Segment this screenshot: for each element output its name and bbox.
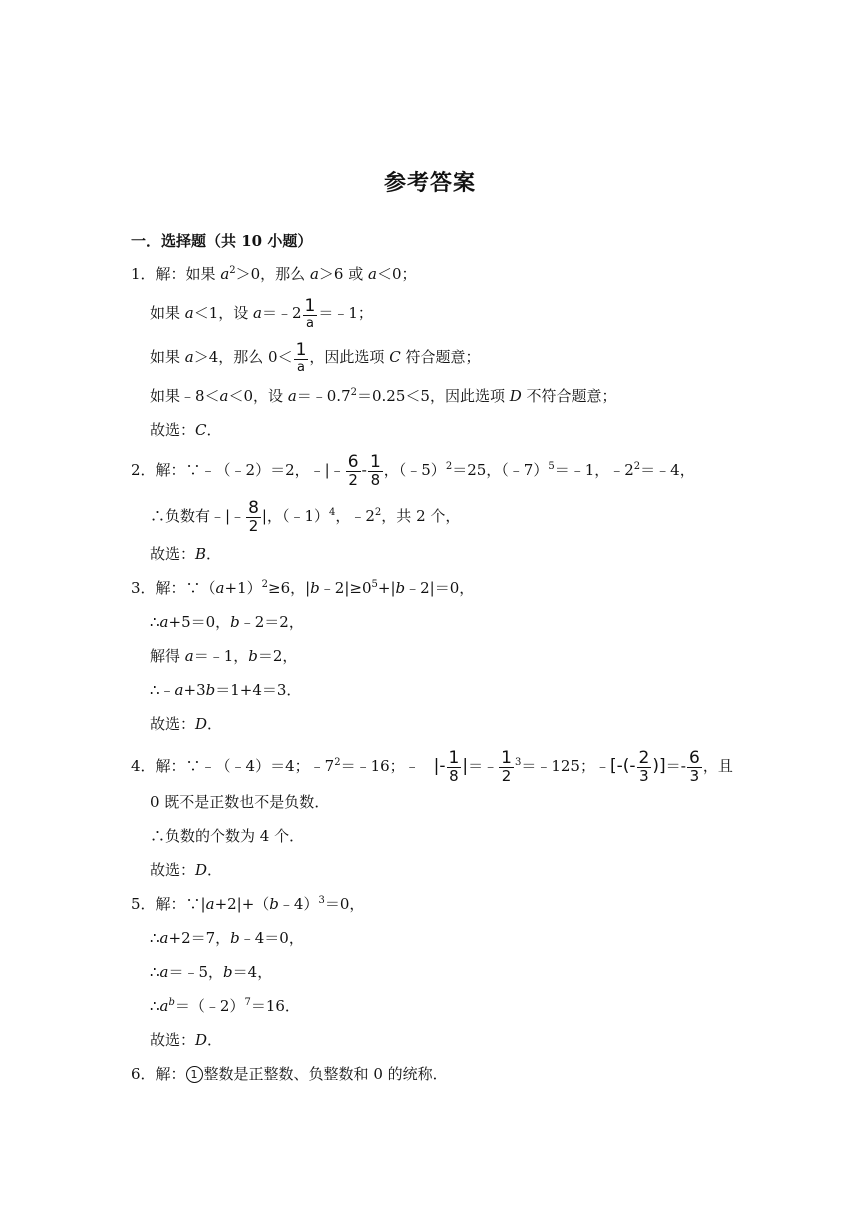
- q4-line-1: 4．解：∵﹣（﹣4）＝4；$﹣7^2=﹣16$；﹣ |- $\frac{1}{8}$ |＝﹣ $\frac{1}{2}$ $^3$＝﹣125；﹣[-(- $\frac{2}{3}$ )]＝- $\frac{6}{3}$ ，且: [131, 748, 733, 785]
- q6-line-1: 6．解： 1 整数是正整数、负整数和 0 的统称．: [131, 1065, 448, 1083]
- q5-line-1: 5．解：∵|a+2|+（b﹣4）$^3$＝0，: [131, 895, 365, 913]
- fraction: $\frac{2}{3}$: [638, 748, 650, 785]
- q5-line-3: ∴a＝﹣5，b＝4，: [150, 963, 273, 981]
- q4-line-3: ∴负数的个数为 4 个．: [150, 827, 305, 845]
- fraction: $\frac{1}{2}$: [501, 748, 512, 785]
- q3-line-1: 3．解：$\because(a+1)^2\ge 6$，$|b﹣2|\ge 0^5+|b﹣2|=0$，: [131, 579, 475, 597]
- q3-line-2: ∴a+5＝0，b﹣2＝2，: [150, 613, 304, 631]
- q1-line-1: 1．解：如果 $a^2>0$，那么 a＞6 或 a＜0；: [131, 265, 417, 283]
- q5-line-4: $\therefore a^b=(﹣2)^7=16$．: [150, 997, 300, 1015]
- fraction: $\frac{6}{3}$: [689, 748, 700, 785]
- page-title: 参考答案: [383, 170, 476, 196]
- fraction: $\frac{1}{8}$: [369, 452, 381, 489]
- fraction: $\frac{1}{8}$: [448, 748, 460, 785]
- q4-line-2: 0 既不是正数也不是负数．: [150, 793, 330, 811]
- q2-answer: 故选：B．: [150, 545, 222, 563]
- section-heading: 一．选择题（共 10 小题）: [131, 232, 313, 250]
- q1-line-2: 如果 a＜1，设 a＝﹣2 $\frac{1}{a}$ ＝﹣1；: [150, 296, 373, 331]
- fraction: $\frac{8}{2}$: [248, 498, 259, 535]
- fraction: $\frac{6}{2}$: [347, 452, 359, 489]
- q5-line-2: ∴a+2＝7，b﹣4＝0，: [150, 929, 304, 947]
- q5-answer: 故选：D．: [150, 1031, 223, 1049]
- q3-line-3: 解得 a＝﹣1，b＝2，: [150, 647, 298, 665]
- q3-line-4: ∴﹣a+3b＝1+4＝3．: [150, 681, 302, 699]
- circled-number: 1: [186, 1066, 203, 1083]
- q1-line-4: 如果﹣8＜a＜0，设 $a=﹣0.7^2=0.25<5$，因此选项 D 不符合题意；: [150, 387, 617, 405]
- fraction: $\frac{1}{a}$: [295, 340, 307, 375]
- q4-answer: 故选：D．: [150, 861, 223, 879]
- q2-line-2: ∴负数有﹣|﹣ $\frac{8}{2}$ |，（﹣1）$^4$，$﹣2^2$，共 2 个，: [150, 498, 461, 535]
- fraction: $\frac{1}{a}$: [304, 296, 316, 331]
- q2-line-1: 2．解：∵﹣（﹣2）＝2，﹣|﹣ $\frac{6}{2}$ - $\frac{1}{8}$ ，（﹣5）$^2$＝25，（﹣7）$^5$＝﹣1，$﹣2^2=﹣4$，: [131, 452, 695, 489]
- q1-answer: 故选：C．: [150, 421, 222, 439]
- q1-line-3: 如果 a＞4，那么 0＜ $\frac{1}{a}$ ，因此选项 C 符合题意；: [150, 340, 481, 375]
- q3-answer: 故选：D．: [150, 715, 223, 733]
